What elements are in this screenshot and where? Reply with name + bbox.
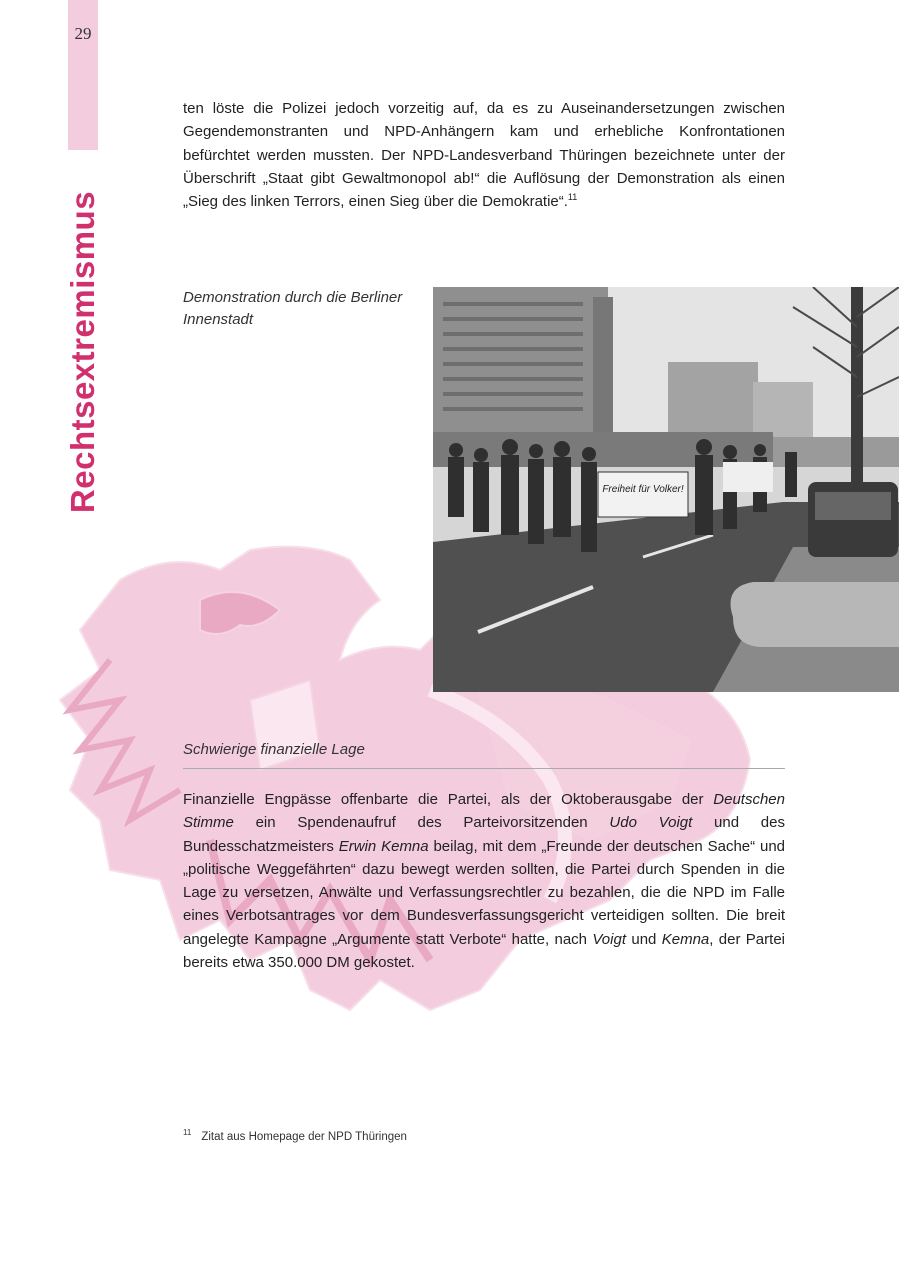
footnote-reference: 11 — [567, 192, 578, 203]
text-segment: ein Spendenaufruf des Parteivorsitzenden — [233, 814, 610, 832]
page-tab-marker — [68, 0, 98, 150]
page-number: 29 — [74, 24, 92, 43]
text-segment: Finanzielle Engpässe offenbarte die Partei, als der Oktoberausgabe der — [183, 791, 714, 808]
text-segment: Udo Voigt — [609, 814, 693, 832]
photo-caption: Demonstration durch die Berliner Innenstadt — [183, 289, 403, 328]
text-segment: ten löste die Polizei jedoch vorzeitig auf, da es zu Auseinandersetzungen zwischen Gegendemonstranten und NPD-Anhängern kam und erhebliche Konfrontationen befürchtet werden mussten. Der NPD-Landesverband Thüringen bezeichnete unter der Überschrift „Staat gibt Gewaltmonopol ab!“ die Auflösung der Demonstration als einen „Sieg des linken Terrors, einen Sieg über die Demokratie“. — [183, 100, 785, 211]
photo-banner-text: Freiheit für Volker! — [602, 484, 684, 495]
body-paragraph-1 — [183, 97, 785, 213]
text-segment: beilag, mit dem „Freunde der deutschen Sache“ und „politische Weggefährten“ dazu bewegt werden sollten, die Partei durch Spenden in die Lage zu versetzen, Anwälte und Verfassungsrechtler zu bezahlen, die die NPD im Falle eines Verbotsantrages vor dem Bundesverfassungsgericht verteidigen sollten. Die breit angelegte Kampagne „Argumente statt Verbote“ hatte, nach — [183, 837, 785, 948]
text-segment: und — [626, 930, 662, 948]
text-segment: Voigt — [592, 930, 626, 948]
footnote — [183, 1128, 407, 1143]
text-segment: Erwin Kemna — [338, 837, 429, 855]
section-title-vertical: Rechtsextremismus — [64, 190, 101, 514]
divider — [183, 768, 785, 769]
footnote-text: Zitat aus Homepage der NPD Thüringen — [201, 1130, 407, 1143]
demonstration-photo — [433, 287, 899, 692]
text-segment: , der Partei bereits etwa 350.000 DM gekostet. — [183, 930, 785, 972]
text-segment: Deutschen Stimme — [183, 791, 785, 832]
text-segment: und des Bundesschatzmeisters — [183, 814, 785, 855]
text-segment: Kemna — [661, 930, 710, 948]
body-paragraph-2 — [183, 788, 785, 974]
footnote-number: 11 — [183, 1128, 192, 1137]
section-subheading: Schwierige finanzielle Lage — [183, 741, 365, 758]
